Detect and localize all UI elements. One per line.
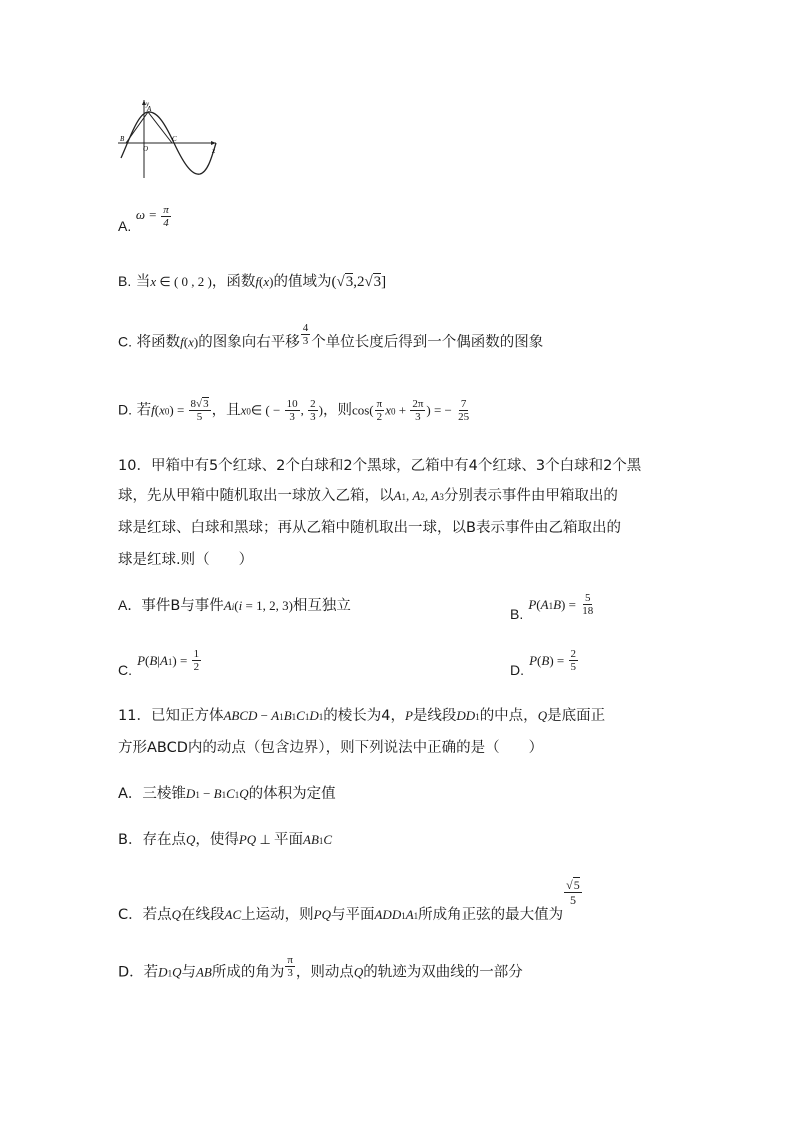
q11-option-a: A．三棱锥D1 − B1C1Q的体积为定值 bbox=[118, 786, 336, 802]
q9-d-text3: ，则 bbox=[322, 402, 352, 419]
q10-option-d: D. P(B) = $\frac{2}{5}$ bbox=[510, 648, 577, 678]
q11-option-d: D．若D1Q与AB所成的角为 $\frac{\pi}{3}$ ，则动点Q的轨迹为双曲线的一部分 bbox=[118, 954, 523, 981]
triangle-abc bbox=[126, 112, 172, 143]
q10-line2: 球，先从甲箱中随机取出一球放入乙箱，以A1, A2, A3分别表示事件由甲箱取出的 bbox=[118, 488, 618, 504]
q11-c-text2: 在线段 bbox=[181, 906, 225, 923]
q9-d-text2: ，且 bbox=[211, 402, 241, 419]
q10-a-label: A． bbox=[118, 597, 142, 613]
q9-b-label: B. bbox=[118, 273, 132, 289]
q11-a-label: A．三棱锥 bbox=[118, 786, 186, 802]
q9-a-formula: ω = $\frac{\pi}{4}$ bbox=[135, 204, 169, 229]
q9-d-text1: 若 bbox=[136, 402, 152, 419]
q11-d-text2: 与 bbox=[181, 964, 196, 981]
label-o: O bbox=[143, 145, 149, 153]
q10-d-label: D. bbox=[510, 662, 524, 678]
q10-option-c: C. P(B|A1) = $\frac{1}{2}$ bbox=[118, 648, 200, 678]
q11-c-text5: 所成角正弦的最大值为 bbox=[418, 906, 564, 923]
q11-line1a: 11．已知正方体 bbox=[118, 708, 224, 724]
q11-b-text3: 平面 bbox=[274, 832, 304, 848]
q9-option-a bbox=[118, 204, 172, 235]
q11-line1e: 是底面正 bbox=[547, 708, 606, 724]
q11-option-c: C．若点Q在线段AC上运动，则PQ与平面$ADD_1A_1$所成角正弦的最大值为 $\frac{√5}{5}$ bbox=[118, 878, 580, 923]
q11-b-label: B．存在点 bbox=[118, 832, 186, 848]
q11-a-text2: 的体积为定值 bbox=[248, 786, 336, 802]
q10-line2a: 球，先从甲箱中随机取出一球放入乙箱，以 bbox=[118, 488, 394, 504]
q10-option-b: B. P(A1B) = $\frac{5}{18}$ bbox=[510, 592, 594, 622]
q11-option-b: B．存在点Q，使得PQ ⊥ 平面AB1C bbox=[118, 832, 333, 848]
q9-b-text1: 当 bbox=[135, 274, 151, 290]
q11-d-text5: 的轨迹为双曲线的一部分 bbox=[363, 964, 523, 981]
q10-a-text2: 相互独立 bbox=[292, 598, 351, 614]
q11-b-text2: ，使得 bbox=[195, 832, 239, 848]
q11-line1: 11．已知正方体ABCD − A1B1C1D1的棱长为4，P是线段DD1的中点，Q是底面正 bbox=[118, 708, 606, 724]
q11-line2: 方形ABCD内的动点（包含边界），则下列说法中正确的是（ ） bbox=[118, 740, 544, 756]
q10-c-label: C. bbox=[118, 662, 132, 678]
q9-c-text2: 的图象向右平移 bbox=[198, 334, 300, 351]
q9-c-label: C. bbox=[118, 333, 132, 350]
q10-line4: 球是红球.则（ ） bbox=[118, 552, 254, 568]
q10-b-label: B. bbox=[510, 606, 524, 622]
q9-c-text3: 个单位长度后得到一个偶函数的图象 bbox=[311, 334, 544, 351]
label-x: x bbox=[212, 147, 216, 155]
label-c: C bbox=[172, 135, 177, 143]
q9-b-text3: 的值域为 bbox=[273, 274, 332, 290]
q9-a-label: A. bbox=[118, 218, 132, 235]
q11-c-text4: 与平面 bbox=[330, 906, 375, 923]
q11-line1b: 的棱长为4， bbox=[323, 708, 405, 724]
label-a: A bbox=[147, 105, 152, 113]
q11-c-text3: 上运动，则 bbox=[241, 906, 314, 923]
q11-d-text4: ，则动点 bbox=[295, 964, 354, 981]
q9-b-text2: ，函数 bbox=[211, 274, 256, 290]
q11-c-label: C．若点 bbox=[118, 906, 172, 923]
q10-a-text1: 事件B与事件 bbox=[141, 598, 224, 614]
label-y: y bbox=[146, 100, 150, 108]
q9-option-c: C. 将函数f(x)的图象向右平移 $\frac{4}{3}$ 个单位长度后得到一个偶函数的图象 bbox=[118, 322, 544, 351]
q9-option-d: D. 若f(x0) = $\frac{8√3}{5}$ ，且x0∈ ( − $\frac{10}{3}$ , $\frac{2}{3}$ )，则cos( $\frac{\pi}{2}$ x0 + $\frac{2\pi}{3}$ ) = − $\frac{7}{25}$ bbox=[118, 398, 470, 423]
q10-option-a: A．事件B与事件Ai(i = 1, 2, 3)相互独立 bbox=[118, 597, 351, 614]
label-b: B bbox=[120, 135, 125, 143]
q9-option-b: B. 当x ∈ ( 0 , 2 )，函数f(x)的值域为(√3,2√3] bbox=[118, 273, 387, 290]
sine-graph-figure bbox=[116, 98, 220, 180]
q11-line1d: 的中点， bbox=[479, 708, 538, 724]
q9-c-text1: 将函数 bbox=[136, 334, 181, 351]
q10-line3: 球是红球、白球和黑球；再从乙箱中随机取出一球，以B表示事件由乙箱取出的 bbox=[118, 520, 621, 536]
q11-line1c: 是线段 bbox=[412, 708, 457, 724]
q10-line1: 10．甲箱中有5个红球、2个白球和2个黑球，乙箱中有4个红球、3个白球和2个黑 bbox=[118, 458, 642, 474]
q10-line2b: 分别表示事件由甲箱取出的 bbox=[443, 488, 618, 504]
q11-d-text3: 所成的角为 bbox=[211, 964, 285, 981]
q11-d-label: D．若 bbox=[118, 964, 159, 981]
q9-d-label: D. bbox=[118, 401, 132, 418]
